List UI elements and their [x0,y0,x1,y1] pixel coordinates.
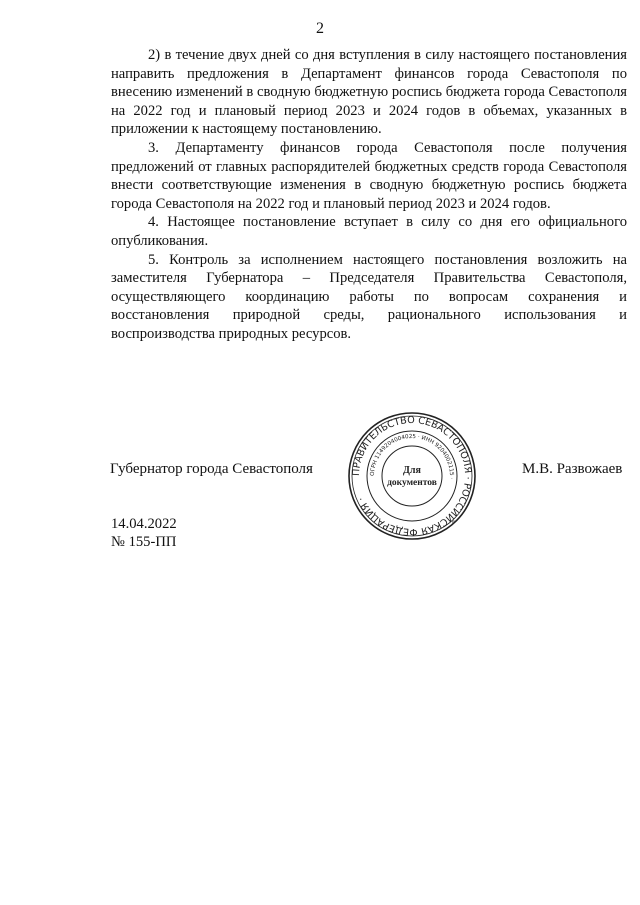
paragraph-4: 4. Настоящее постановление вступает в силу со дня его официального опубликования. [111,214,627,249]
document-body [111,46,627,344]
signature-block [0,408,640,538]
paragraph-3: 3. Департаменту финансов города Севастополя после получения предложений от главных распорядителей бюджетных средств города Севастополя внести соответствующие изменения в сводную бюджетную роспись бюджета города Севастополя на 2022 год и плановый период 2023 и 2024 годов. [111,139,627,212]
seal-graphic [346,410,478,542]
signer-title: Губернатор города Севастополя [110,461,313,477]
seal-inner-text: ОГРН 1149204004025 · ИНН 9204002115 · [369,433,455,480]
document-date: 14.04.2022 [111,516,177,532]
seal-center-line1: Для [403,465,421,476]
paragraph-5: 5. Контроль за исполнением настоящего постановления возложить на заместителя Губернатора – Председателя Правительства Севастополя, осуществляющего координацию работы по вопросам сохранения и восстановления природной среды, рационального использования и воспроизводства природных ресурсов. [111,251,627,342]
seal-center-line2: документов [387,478,437,488]
page-number: 2 [316,20,324,37]
paragraph-2: 2) в течение двух дней со дня вступления в силу настоящего постановления направить предложения в Департамент финансов города Севастополя по внесению изменений в сводную бюджетную роспись бюджета города Севастополя на 2022 год и плановый период 2023 и 2024 годов в объемах, указанных в приложении к настоящему постановлению. [111,47,627,138]
official-seal [346,410,478,542]
signer-name: М.В. Развожаев [522,461,623,477]
document-number: № 155-ПП [111,534,177,550]
document-meta [111,515,177,551]
seal-outer-text: ПРАВИТЕЛЬСТВО СЕВАСТОПОЛЯ · РОССИЙСКАЯ ФЕДЕРАЦИЯ · [350,414,474,538]
